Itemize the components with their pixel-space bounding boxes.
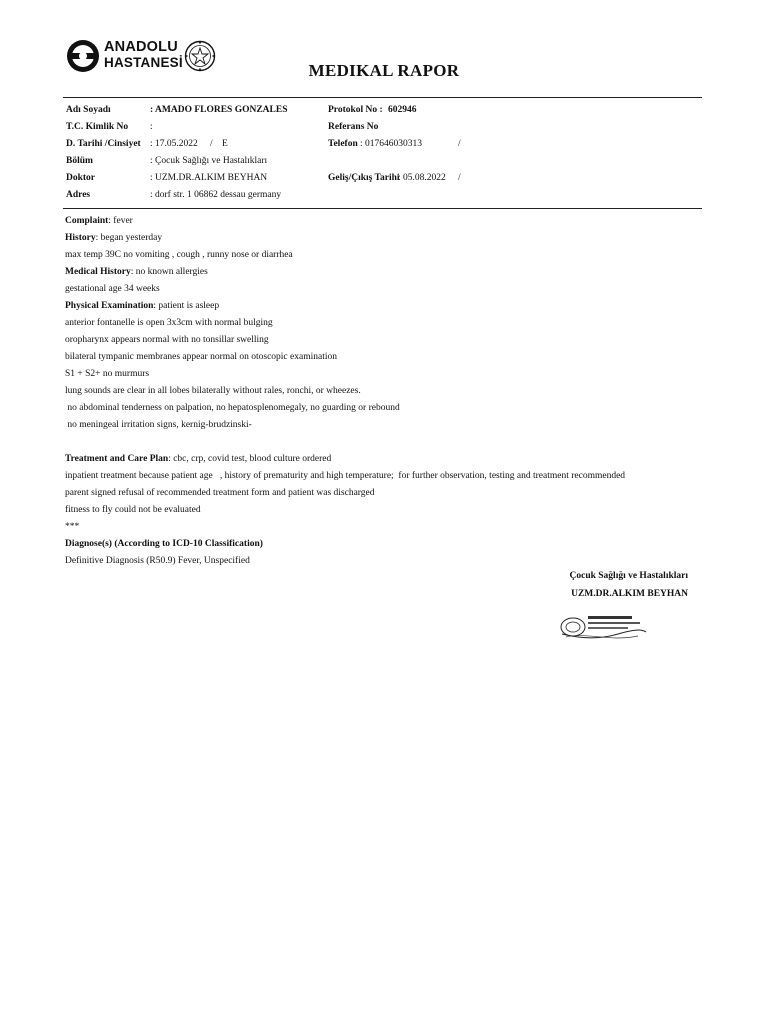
protocol-value: 602946: [388, 105, 417, 115]
address-label: Adres: [66, 190, 91, 200]
physical-exam-line: [65, 298, 705, 315]
history-detail: max temp 39C no vomiting , cough , runny nose or diarrhea: [65, 250, 293, 260]
report-body: [65, 213, 705, 570]
dob-label: D. Tarihi /Cinsiyet: [66, 139, 141, 149]
medical-history-detail: gestational age 34 weeks: [65, 284, 160, 294]
visit-dates-separator: /: [458, 173, 461, 183]
protocol-label: Protokol No :: [328, 105, 383, 115]
signoff-doctor: UZM.DR.ALKIM BEYHAN: [571, 589, 688, 599]
signoff-department: Çocuk Sağlığı ve Hastalıkları: [569, 571, 688, 581]
medical-history-value: : no known allergies: [130, 267, 208, 277]
physical-exam-label: Physical Examination: [65, 301, 154, 311]
treatment-detail: ***: [65, 522, 80, 532]
history-label: History: [65, 233, 96, 243]
complaint-value: : fever: [108, 216, 133, 226]
history-line: [65, 230, 705, 247]
diagnosis-line: [65, 536, 705, 553]
brand-line-2: HASTANESİ: [104, 55, 183, 70]
name-label: Adı Soyadı: [66, 105, 111, 115]
name-value: : AMADO FLORES GONZALES: [150, 105, 288, 115]
physical-exam-value: : patient is asleep: [153, 301, 220, 311]
treatment-detail: parent signed refusal of recommended treatment form and patient was discharged: [65, 488, 375, 498]
visit-dates-value: : 05.08.2022: [398, 173, 446, 183]
treatment-label: Treatment and Care Plan: [65, 454, 169, 464]
reference-label: Referans No: [328, 122, 379, 132]
diagnosis-label: Diagnose(s) (According to ICD-10 Classification): [65, 539, 263, 549]
complaint-label: Complaint: [65, 216, 109, 226]
header-divider-top: [63, 97, 702, 98]
dob-separator: /: [210, 139, 213, 149]
department-label: Bölüm: [66, 156, 93, 166]
visit-dates-label: Geliş/Çıkış Tarihi: [328, 173, 400, 183]
header-divider-bottom: [63, 208, 702, 209]
physical-exam-finding: S1 + S2+ no murmurs: [65, 369, 150, 379]
brand-line-1: ANADOLU: [104, 39, 178, 55]
dob-value: : 17.05.2022: [150, 139, 198, 149]
doctor-value: : UZM.DR.ALKIM BEYHAN: [150, 173, 268, 183]
treatment-detail: fitness to fly could not be evaluated: [65, 505, 201, 515]
treatment-value: : cbc, crp, covid test, blood culture ordered: [168, 454, 332, 464]
signoff-block: [570, 567, 689, 603]
history-value: : began yesterday: [95, 233, 163, 243]
tc-value: :: [150, 122, 153, 132]
tc-label: T.C. Kimlik No: [66, 122, 129, 132]
complaint-line: [65, 213, 705, 230]
doctor-label: Doktor: [66, 173, 96, 183]
physical-exam-finding: anterior fontanelle is open 3x3cm with normal bulging: [65, 318, 273, 328]
phone-label: Telefon: [328, 139, 358, 149]
gender-value: E: [222, 139, 228, 149]
physical-exam-finding: lung sounds are clear in all lobes bilaterally without rales, ronchi, or wheezes.: [65, 386, 361, 396]
medical-history-label: Medical History: [65, 267, 131, 277]
physical-exam-finding: oropharynx appears normal with no tonsillar swelling: [65, 335, 269, 345]
treatment-detail: inpatient treatment because patient age , history of prematurity and high temperature; for further observation, testing and treatment recommended: [65, 471, 626, 481]
section-spacer: [65, 434, 705, 451]
diagnosis-value: Definitive Diagnosis (R50.9) Fever, Unspecified: [65, 556, 250, 566]
physical-exam-finding: no meningeal irritation signs, kernig-brudzinski-: [65, 420, 252, 430]
doctor-signature-stamp-icon: [558, 612, 648, 642]
medical-history-line: [65, 264, 705, 281]
document-title: MEDIKAL RAPOR: [308, 61, 460, 80]
physical-exam-finding: bilateral tympanic membranes appear normal on otoscopic examination: [65, 352, 337, 362]
treatment-line: [65, 451, 705, 468]
physical-exam-finding: no abdominal tenderness on palpation, no hepatosplenomegaly, no guarding or rebound: [65, 403, 400, 413]
phone-separator: /: [458, 139, 461, 149]
department-value: : Çocuk Sağlığı ve Hastalıkları: [150, 156, 268, 166]
address-value: : dorf str. 1 06862 dessau germany: [150, 190, 282, 200]
phone-value: : 017646030313: [360, 139, 423, 149]
